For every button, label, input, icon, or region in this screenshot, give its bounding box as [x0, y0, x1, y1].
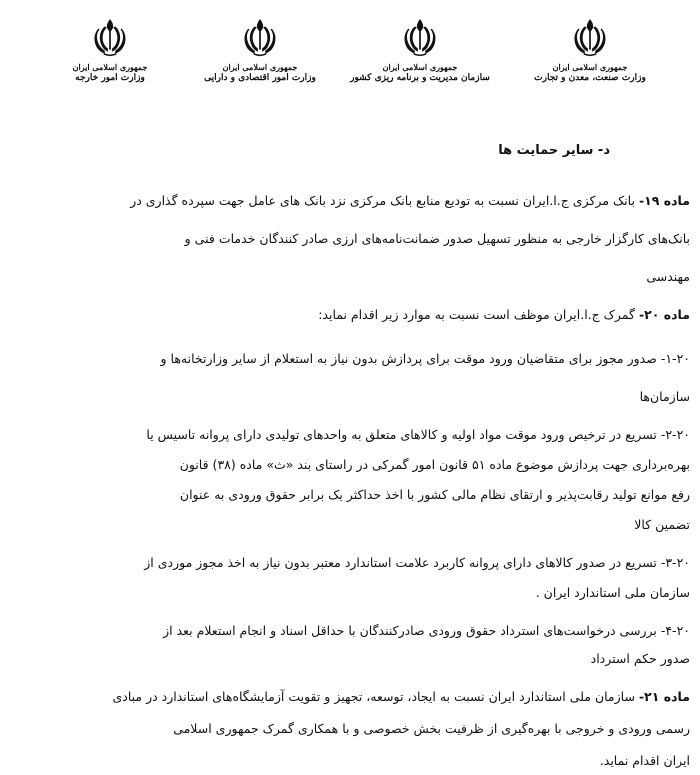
list-item — [10, 348, 690, 408]
list-item — [10, 552, 690, 604]
ministry-label: وزارت امور اقتصادی و دارایی — [204, 73, 316, 83]
text-line: ایران اقدام نماید. — [599, 753, 690, 768]
article-label: ماده ۲۰- — [638, 307, 690, 322]
ministry-header-industry — [515, 14, 665, 84]
section-title: د- سایر حمایت ها — [498, 143, 610, 158]
text-line: ماده ۱۹- بانک مرکزی ج.ا.ایران نسبت به تودیع منابع بانک مرکزی نزد بانک های عامل جهت سپرده گذاری در — [130, 193, 690, 208]
republic-label: جمهوری اسلامی ایران — [72, 62, 148, 72]
emblem-icon — [89, 14, 131, 60]
emblem-icon — [569, 14, 611, 60]
text-line: ۴-۲۰- بررسی درخواست‌های استرداد حقوق ورودی صادرکنندگان با حداقل اسناد و انجام استعلام بعد از — [163, 623, 690, 638]
list-item — [10, 424, 690, 536]
text-line: ماده ۲۱- سازمان ملی استاندارد ایران نسبت به ایجاد، توسعه، تجهیز و تقویت آزمایشگاه‌های استاندارد در مبادی — [112, 689, 690, 704]
text-line: تضمین کالا — [634, 517, 690, 532]
text-line: سازمان‌ها — [639, 389, 690, 404]
text-line: بهره‌برداری جهت پردازش موضوع ماده ۵۱ قانون امور گمرکی در راستای بند «ث» ماده (۳۸) قانون — [179, 457, 690, 472]
text-line: رسمی ورودی و خروجی با بهره‌گیری از ظرفیت بخش خصوصی و با همکاری گمرک جمهوری اسلامی — [173, 721, 690, 736]
emblem-icon — [399, 14, 441, 60]
text-line: مهندسی — [646, 269, 690, 284]
document-body — [10, 190, 690, 772]
text-line: ماده ۲۰- گمرک ج.ا.ایران موظف است نسبت به موارد زیر اقدام نماید: — [318, 307, 690, 322]
ministry-label: وزارت امور خارجه — [75, 73, 145, 83]
text-line: ۱-۲۰- صدور مجوز برای متقاضیان ورود موقت برای پردازش بدون نیاز به استعلام از سایر وزارتخانه‌ها و — [160, 351, 690, 366]
republic-label: جمهوری اسلامی ایران — [552, 62, 628, 72]
text-line: صدور حکم استرداد — [590, 651, 690, 666]
ministry-label: سازمان مدیریت و برنامه ریزی کشور — [350, 73, 490, 83]
article-21 — [10, 686, 690, 772]
ministry-header-foreign — [35, 14, 185, 84]
article-19 — [10, 190, 690, 288]
text-line: سازمان ملی استاندارد ایران . — [535, 585, 690, 600]
ministry-header-planning — [345, 14, 495, 84]
article-label: ماده ۱۹- — [638, 193, 690, 208]
emblem-icon — [239, 14, 281, 60]
republic-label: جمهوری اسلامی ایران — [222, 62, 298, 72]
ministry-header-economy — [185, 14, 335, 84]
article-20 — [10, 304, 690, 670]
text-line: بانک‌های کارگزار خارجی به منظور تسهیل صدور ضمانت‌نامه‌های ارزی صادر کنندگان خدمات فنی و — [184, 231, 690, 246]
text-line: ۳-۲۰- تسریع در صدور کالاهای دارای پروانه کاربرد علامت استاندارد معتبر بدون نیاز به اخذ مجوز موردی از — [144, 555, 690, 570]
list-item — [10, 620, 690, 670]
republic-label: جمهوری اسلامی ایران — [382, 62, 458, 72]
article-label: ماده ۲۱- — [638, 689, 690, 704]
text-line: رفع موانع تولید رقابت‌پذیر و ارتقای نظام مالی کشور با اخذ حداکثر یک برابر حقوق ورودی به عنوان — [179, 487, 690, 502]
text-line: ۲-۲۰- تسریع در ترخیص ورود موقت مواد اولیه و کالاهای متعلق به واحدهای تولیدی دارای پروانه تاسیس یا — [146, 427, 690, 442]
ministry-label: وزارت صنعت، معدن و تجارت — [534, 73, 646, 83]
